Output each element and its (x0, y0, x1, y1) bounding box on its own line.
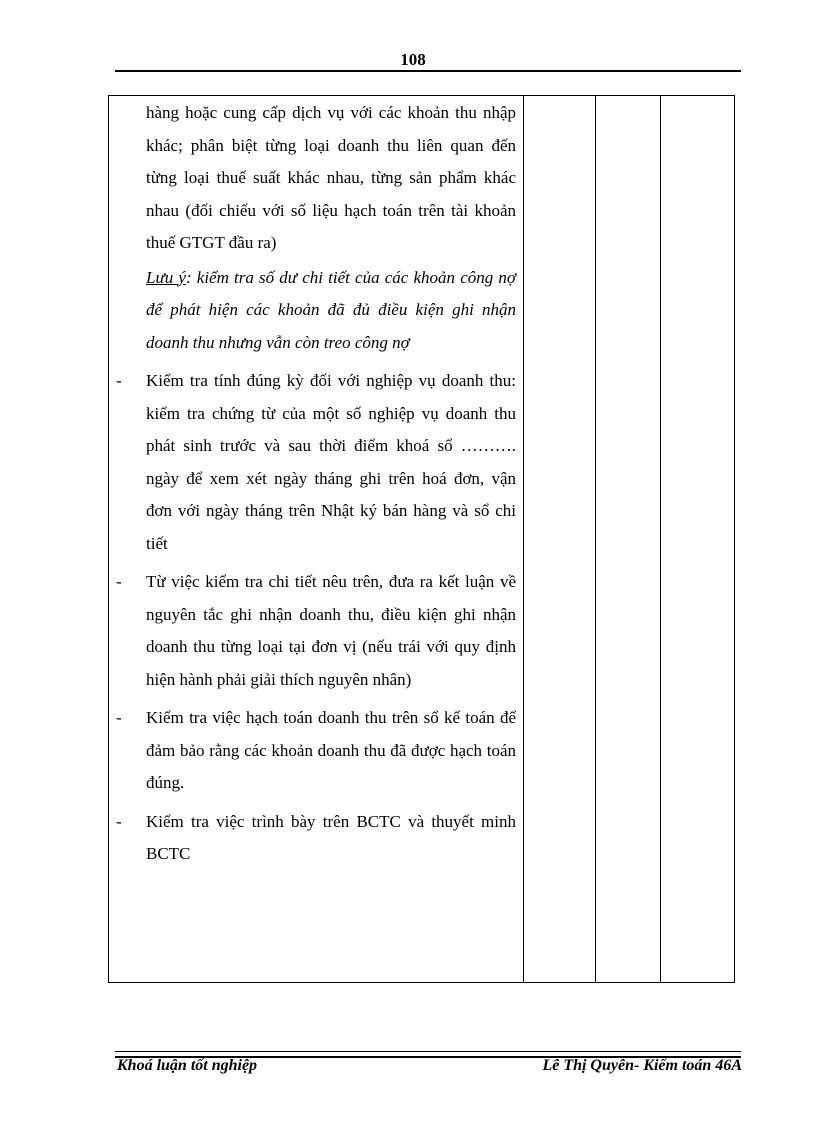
column-divider-3 (660, 96, 661, 982)
procedure-column (110, 97, 520, 871)
bullet-item (110, 566, 520, 696)
bullet-text: Kiểm tra tính đúng kỳ đối với nghiệp vụ doanh thu: kiểm tra chứng từ của một số nghiệp vụ doanh thu phát sinh trước và sau thời điểm khoá sổ ………. ngày để xem xét ngày tháng ghi trên hoá đơn, vận đơn với ngày tháng trên Nhật ký bán hàng và sổ chi tiết (146, 371, 516, 553)
page-number: 108 (400, 50, 426, 69)
note-paragraph (110, 262, 520, 360)
continuation-paragraph (110, 97, 520, 260)
column-divider-1 (523, 96, 524, 982)
bullet-dash: - (116, 371, 122, 390)
bullet-dash: - (116, 811, 122, 831)
note-text: kiểm tra số dư chi tiết của các khoản công nợ để phát hiện các khoản đã đủ điều kiện ghi nhận doanh thu nhưng vẫn còn treo công nợ (146, 267, 516, 352)
bullet-dash: - (116, 572, 122, 591)
footer-thesis-title: Khoá luận tốt nghiệp (117, 1057, 258, 1074)
column-divider-2 (595, 96, 596, 982)
bullet-item (110, 702, 520, 800)
note-label: Lưu ý (146, 267, 186, 287)
header-rule (115, 70, 741, 72)
bullet-item (110, 365, 520, 560)
bullet-text: Kiểm tra việc trình bày trên BCTC và thuyết minh BCTC (146, 811, 516, 863)
bullet-text: Kiểm tra việc hạch toán doanh thu trên sổ kế toán để đảm bảo rằng các khoản doanh thu đã được hạch toán đúng. (146, 708, 516, 792)
bullet-item (110, 806, 520, 871)
bullet-text: Từ việc kiểm tra chi tiết nêu trên, đưa ra kết luận về nguyên tắc ghi nhận doanh thu, điều kiện ghi nhận doanh thu từng loại tại đơn vị (nếu trái với quy định hiện hành phải giải thích nguyên nhân) (146, 572, 516, 689)
paragraph-text: hàng hoặc cung cấp dịch vụ với các khoản thu nhập khác; phân biệt từng loại doanh thu liên quan đến từng loại thuế suất khác nhau, từng sản phẩm khác nhau (đối chiếu với số liệu hạch toán trên tài khoản thuế GTGT đầu ra) (146, 103, 516, 252)
bullet-dash: - (116, 708, 122, 727)
note-colon: : (185, 267, 192, 287)
footer-author: Lê Thị Quyên- Kiểm toán 46A (542, 1057, 742, 1074)
